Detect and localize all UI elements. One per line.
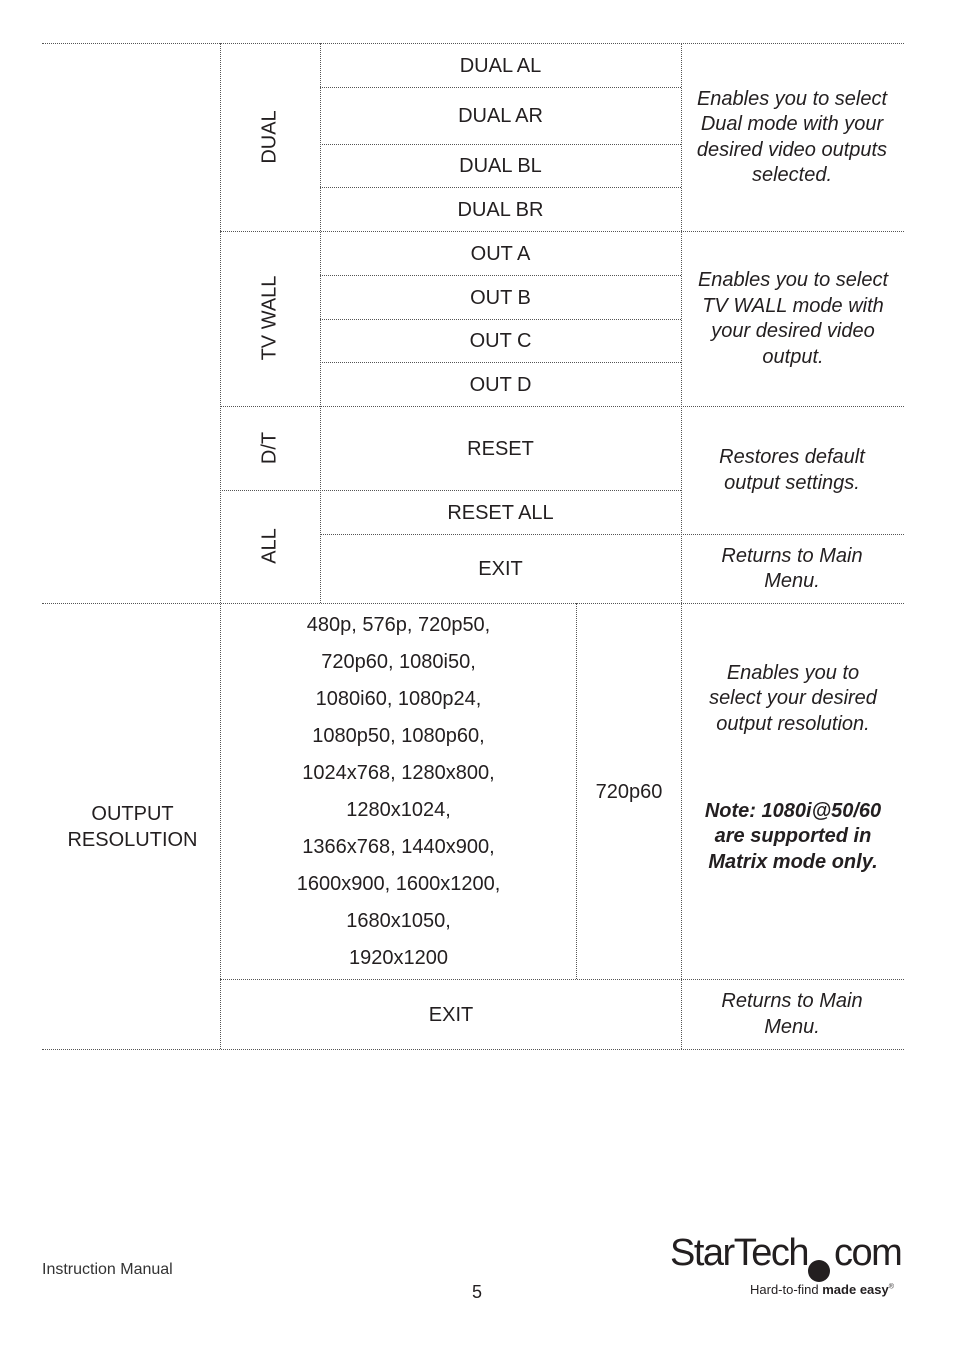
startech-logo bbox=[670, 1232, 910, 1304]
group-label-tv-wall: TV WALL bbox=[258, 275, 281, 361]
option-out-d: OUT D bbox=[469, 373, 532, 396]
option-out-c: OUT C bbox=[469, 330, 532, 352]
option-dual-al: DUAL AL bbox=[459, 54, 542, 77]
resolution-option-line: 1366x768, 1440x900, bbox=[302, 836, 495, 858]
resolution-option-line: 1080p50, 1080p60, bbox=[312, 725, 485, 747]
resolution-option-line: 1024x768, 1280x800, bbox=[302, 762, 495, 784]
resolution-option-line: 1080i60, 1080p24, bbox=[315, 688, 482, 710]
option-reset: RESET bbox=[467, 437, 534, 460]
logo-tagline: Hard-to-find made easy® bbox=[750, 1282, 894, 1297]
description-exit: Returns to Main Menu. bbox=[721, 544, 863, 592]
description-exit-resolution: Returns to Main Menu. bbox=[721, 990, 863, 1038]
option-exit-resolution: EXIT bbox=[428, 1003, 474, 1026]
page-number: 5 bbox=[471, 1282, 482, 1302]
option-exit: EXIT bbox=[478, 558, 523, 580]
group-label-dt: D/T bbox=[258, 431, 281, 465]
logo-text: StarTech bbox=[670, 1232, 808, 1274]
option-dual-ar: DUAL AR bbox=[458, 105, 543, 127]
logo-dot-icon bbox=[808, 1260, 830, 1282]
option-out-a: OUT A bbox=[470, 242, 531, 265]
group-label-dual: DUAL bbox=[258, 110, 281, 164]
resolution-options-list bbox=[221, 607, 576, 977]
resolution-option-line: 720p60, 1080i50, bbox=[321, 651, 476, 673]
resolution-option-line: 1920x1200 bbox=[349, 947, 448, 969]
description-tv-wall: Enables you to select TV WALL mode with your desired video output. bbox=[697, 269, 889, 368]
description-dual: Enables you to select Dual mode with your desired video outputs selected. bbox=[696, 87, 888, 186]
option-out-b: OUT B bbox=[470, 286, 531, 309]
resolution-option-line: 1680x1050, bbox=[346, 910, 451, 932]
option-dual-br: DUAL BR bbox=[457, 198, 544, 221]
setting-label-output-resolution: OUTPUT RESOLUTION bbox=[67, 802, 198, 851]
description-reset: Restores default output settings. bbox=[719, 446, 865, 494]
description-resolution: Enables you to select your desired output resolution. bbox=[709, 661, 877, 735]
option-dual-bl: DUAL BL bbox=[459, 155, 542, 177]
footer-manual-label: Instruction Manual bbox=[42, 1261, 173, 1278]
resolution-option-line: 1600x900, 1600x1200, bbox=[296, 873, 501, 895]
resolution-option-line: 480p, 576p, 720p50, bbox=[306, 614, 491, 636]
logo-suffix: com bbox=[833, 1232, 902, 1274]
description-note: Note: 1080i@50/60 are supported in Matrix mode only. bbox=[704, 799, 882, 873]
table-rule bbox=[42, 1049, 904, 1050]
logo-wordmark bbox=[670, 1232, 901, 1275]
default-resolution-value: 720p60 bbox=[595, 780, 663, 803]
resolution-option-line: 1280x1024, bbox=[346, 799, 451, 821]
table-rule bbox=[681, 43, 682, 1049]
group-label-all: ALL bbox=[258, 528, 281, 564]
option-reset-all: RESET ALL bbox=[447, 501, 554, 524]
